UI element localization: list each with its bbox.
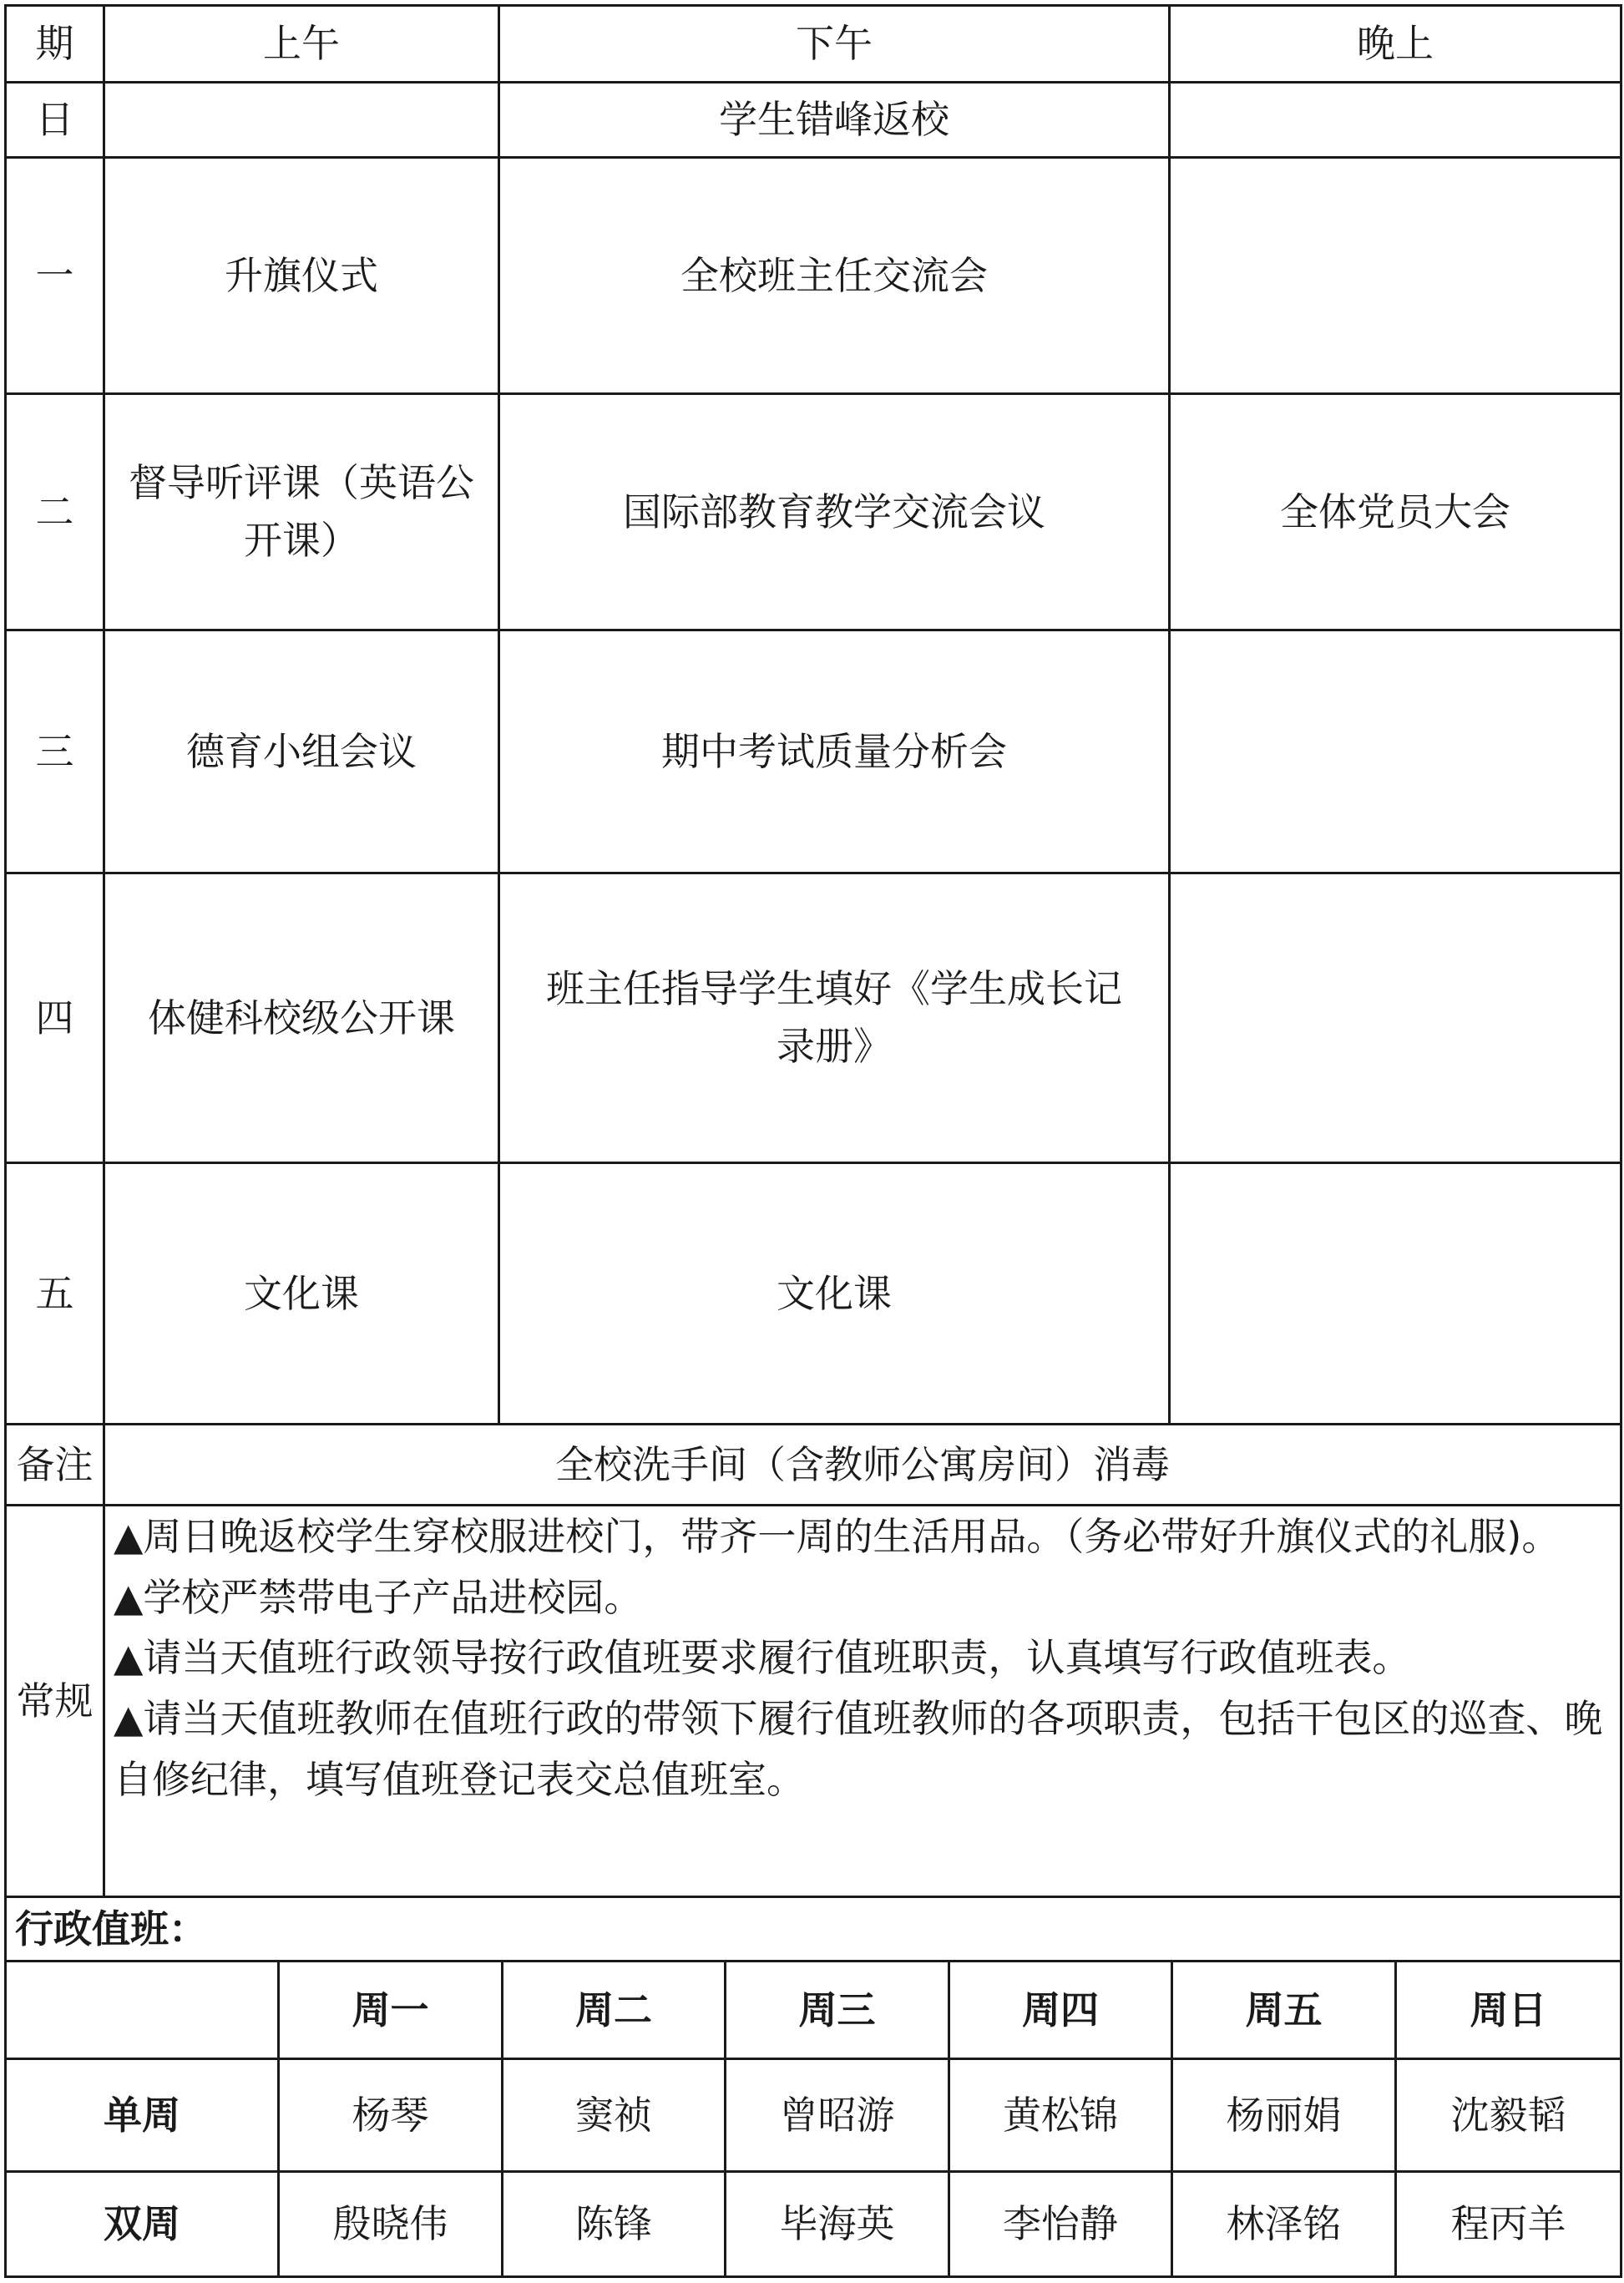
duty-name-cell: 殷晓伟: [279, 2172, 503, 2277]
morning-cell: [104, 394, 499, 630]
duty-week-label: 单周: [6, 2059, 279, 2172]
routine-item: ▲请当天值班教师在值班行政的带领下履行值班教师的各项职责，包括干包区的巡查、晚自修纪律，填写值班登记表交总值班室。: [114, 1696, 1603, 1802]
day-label: 二: [6, 394, 104, 630]
sunday-merged-cell: 学生错峰返校: [499, 83, 1170, 158]
schedule-row-thursday: [6, 873, 1621, 1163]
schedule-row-tuesday: [6, 394, 1621, 630]
duty-day-header: 周三: [726, 1962, 949, 2059]
evening-cell: [1170, 630, 1621, 873]
header-afternoon: 下午: [499, 6, 1170, 83]
schedule-row-sunday: [6, 83, 1621, 158]
duty-day-header: 周五: [1172, 1962, 1396, 2059]
duty-day-header: 周四: [949, 1962, 1172, 2059]
morning-cell: 体健科校级公开课: [104, 873, 499, 1163]
evening-cell: [1170, 873, 1621, 1163]
duty-name-cell: 黄松锦: [949, 2059, 1172, 2172]
afternoon-cell: 文化课: [499, 1163, 1170, 1425]
duty-name-cell: 沈毅韬: [1396, 2059, 1621, 2172]
duty-title-row: [6, 1897, 1621, 1962]
evening-cell: [1170, 1163, 1621, 1425]
duty-name-cell: 毕海英: [726, 2172, 949, 2277]
remarks-label: 备注: [6, 1425, 104, 1506]
duty-name-cell: 杨丽娟: [1172, 2059, 1396, 2172]
afternoon-cell: [499, 873, 1170, 1163]
duty-name-cell: 窦祯: [503, 2059, 726, 2172]
duty-week-label: 双周: [6, 2172, 279, 2277]
afternoon-cell-text: 班主任指导学生填好《学生成长记录册》: [546, 966, 1122, 1069]
routine-notes: [104, 1506, 1621, 1897]
header-day: 期: [6, 6, 104, 83]
routine-label: 常规: [6, 1506, 104, 1897]
afternoon-cell: 国际部教育教学交流会议: [499, 394, 1170, 630]
header-evening: 晚上: [1170, 6, 1621, 83]
weekly-schedule-table: [4, 4, 1622, 1898]
duty-name-cell: 李怡静: [949, 2172, 1172, 2277]
schedule-row-monday: [6, 158, 1621, 394]
day-label: 三: [6, 630, 104, 873]
duty-name-cell: 陈锋: [503, 2172, 726, 2277]
afternoon-cell: 全校班主任交流会: [499, 158, 1170, 394]
duty-row-even-week: [6, 2172, 1621, 2277]
duty-day-header: 周一: [279, 1962, 503, 2059]
afternoon-cell: 期中考试质量分析会: [499, 630, 1170, 873]
morning-cell: 文化课: [104, 1163, 499, 1425]
duty-corner-cell: [6, 1962, 279, 2059]
duty-name-cell: 曾昭游: [726, 2059, 949, 2172]
schedule-document: [4, 4, 1620, 2279]
sunday-morning-cell: [104, 83, 499, 158]
duty-rota-table: [4, 1896, 1622, 2278]
schedule-header-row: [6, 6, 1621, 83]
routine-item: ▲周日晚返校学生穿校服进校门，带齐一周的生活用品。（务必带好升旗仪式的礼服)。: [114, 1514, 1561, 1559]
morning-cell: 德育小组会议: [104, 630, 499, 873]
schedule-row-wednesday: [6, 630, 1621, 873]
routine-row: [6, 1506, 1621, 1897]
duty-row-odd-week: [6, 2059, 1621, 2172]
duty-title: 行政值班：: [6, 1897, 1621, 1962]
duty-days-row: [6, 1962, 1621, 2059]
evening-cell: [1170, 158, 1621, 394]
sunday-evening-cell: [1170, 83, 1621, 158]
morning-cell: 升旗仪式: [104, 158, 499, 394]
morning-cell-text: 督导听评课（英语公开课）: [129, 460, 474, 563]
day-label: 五: [6, 1163, 104, 1425]
schedule-row-friday: [6, 1163, 1621, 1425]
duty-day-header: 周日: [1396, 1962, 1621, 2059]
duty-day-header: 周二: [503, 1962, 726, 2059]
day-label: 四: [6, 873, 104, 1163]
day-label: 日: [6, 83, 104, 158]
duty-name-cell: 杨琴: [279, 2059, 503, 2172]
evening-cell: 全体党员大会: [1170, 394, 1621, 630]
duty-name-cell: 林泽铭: [1172, 2172, 1396, 2277]
remarks-text: 全校洗手间（含教师公寓房间）消毒: [104, 1425, 1621, 1506]
duty-name-cell: 程丙羊: [1396, 2172, 1621, 2277]
header-morning: 上午: [104, 6, 499, 83]
remarks-row: [6, 1425, 1621, 1506]
day-label: 一: [6, 158, 104, 394]
routine-item: ▲请当天值班行政领导按行政值班要求履行值班职责，认真填写行政值班表。: [114, 1635, 1411, 1681]
routine-item: ▲学校严禁带电子产品进校园。: [114, 1574, 643, 1620]
